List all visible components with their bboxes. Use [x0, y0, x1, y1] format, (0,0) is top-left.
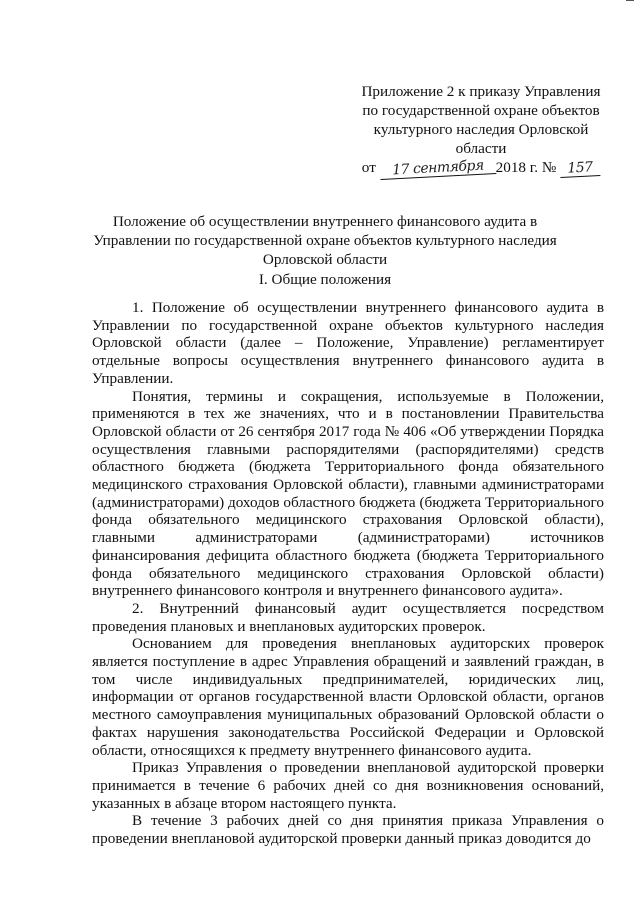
annex-line-2: по государственной охране объектов	[362, 102, 600, 119]
paragraph-4: Основанием для проведения внеплановых аудиторских проверок является поступление в адрес Управления обращений и заявлений граждан, в том числе индивидуальных предпринимателей, юридических лиц, информации от органов государственной власти Орловской области, органов местного самоуправления муниципальных образований Орловской области о фактах нарушения законодательства Российской Федерации и Орловской области, относящихся к предмету внутреннего финансового аудита.	[92, 635, 604, 759]
paragraph-3: 2. Внутренний финансовый аудит осуществляется посредством проведения плановых и внеплановых аудиторских проверок.	[92, 599, 604, 635]
annex-line-4: области	[455, 140, 507, 157]
annex-date-line	[346, 158, 616, 177]
document-body	[92, 299, 604, 848]
handwritten-order-number: 157	[560, 159, 601, 178]
paragraph-6: В течение 3 рабочих дней со дня принятия приказа Управления о проведении внеплановой аудиторской проверки данный приказ доводится до	[92, 812, 604, 848]
year-number-label: 2018 г. №	[495, 159, 557, 176]
document-title: Положение об осуществлении внутреннего финансового аудита в Управлении по государственной охране объектов культурного наследия Орловской области	[93, 213, 557, 268]
paragraph-5: Приказ Управления о проведении внеплановой аудиторской проверки принимается в течение 6 рабочих дней со дня возникновения оснований, указанных в абзаце втором настоящего пункта.	[92, 759, 604, 812]
section-heading: I. Общие положения	[258, 271, 392, 288]
annex-header	[346, 82, 616, 177]
paragraph-1: 1. Положение об осуществлении внутреннего финансового аудита в Управлении по государственной охране объектов культурного наследия Орловской области (далее – Положение, Управление) регламентирует отдельные вопросы осуществления внутреннего финансового аудита в Управлении.	[92, 299, 604, 387]
corner-mark	[626, 0, 634, 5]
annex-line-3: культурного наследия Орловской	[373, 121, 589, 138]
paragraph-2: Понятия, термины и сокращения, используемые в Положении, применяются в тех же значениях, что и в постановлении Правительства Орловской области от 26 сентября 2017 года № 406 «Об утверждении Порядка осуществления главными распорядителями (распорядителями) средств областного бюджета (бюджета Территориального фонда обязательного медицинского страхования Орловской области), главными администраторами (администраторами) доходов областного бюджета (бюджета Территориального фонда обязательного медицинского страхования Орловской области), главными администраторами (администраторами) источников финансирования дефицита областного бюджета (бюджета Территориального фонда обязательного медицинского страхования Орловской области) внутреннего финансового контроля и внутреннего финансового аудита».	[92, 387, 604, 600]
annex-line-1: Приложение 2 к приказу Управления	[361, 83, 601, 100]
handwritten-date: 17 сентября	[379, 157, 496, 180]
date-prefix: от	[361, 159, 376, 176]
